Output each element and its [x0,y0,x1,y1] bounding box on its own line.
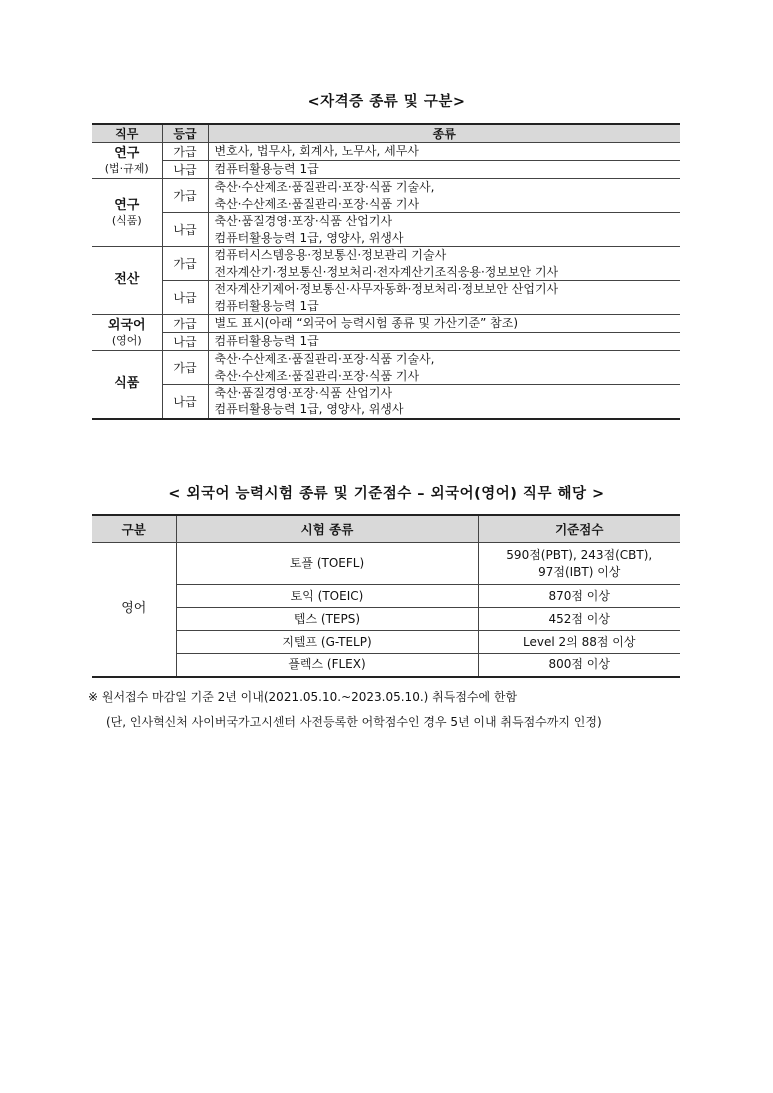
kind-line: 컴퓨터활용능력 1급, 영양사, 위생사 [214,402,404,417]
score-line: 452점 이상 [548,611,610,626]
kind-cell [208,161,680,179]
qualification-row [92,281,680,315]
test-name-cell: 토익 (TOEIC) [176,585,478,608]
kind-line: 축산·수산제조·품질관리·포장·식품 기사 [214,196,420,211]
header-score: 기준점수 [478,515,680,543]
kind-line: 축산·수산제조·품질관리·포장·식품 기술사, [214,352,435,367]
header-category: 구분 [92,515,176,543]
grade-cell: 가급 [162,143,208,161]
job-name: 연구 [114,197,140,213]
qualification-row [92,161,680,179]
language-test-row [92,654,680,677]
language-test-row [92,631,680,654]
kind-line: 축산·수산제조·품질관리·포장·식품 기사 [214,368,420,383]
header-job: 직무 [92,124,162,143]
qualification-row [92,247,680,281]
job-subtitle: (영어) [111,333,142,347]
grade-cell: 나급 [162,281,208,315]
kind-line: 컴퓨터시스템응용·정보통신·정보관리 기술사 [214,248,447,263]
kind-cell [208,315,680,333]
language-test-table [92,514,680,678]
qualification-row [92,143,680,161]
job-subtitle: (식품) [111,213,142,227]
qualification-row [92,333,680,351]
kind-cell [208,333,680,351]
category-cell: 영어 [92,543,176,677]
job-name: 외국어 [107,317,146,333]
kind-cell [208,179,680,213]
language-test-row [92,608,680,631]
kind-line: 컴퓨터활용능력 1급 [214,162,319,177]
test-name-cell: 지텔프 (G-TELP) [176,631,478,654]
score-cell [478,543,680,585]
job-name: 연구 [114,145,140,161]
qualification-row [92,315,680,333]
kind-line: 컴퓨터활용능력 1급, 영양사, 위생사 [214,230,404,245]
test-name-cell: 텝스 (TEPS) [176,608,478,631]
test-name-cell: 플렉스 (FLEX) [176,654,478,677]
job-cell [92,143,162,179]
note-exception: (단, 인사혁신처 사이버국가고시센터 사전등록한 어학점수인 경우 5년 이내 취득점수까지 인정) [106,715,602,729]
language-test-row [92,585,680,608]
score-cell [478,654,680,677]
grade-cell: 나급 [162,385,208,419]
header-grade: 등급 [162,124,208,143]
qualification-row [92,179,680,213]
kind-cell [208,247,680,281]
score-cell [478,608,680,631]
qualification-table-title: <자격증 종류 및 구분> [307,94,466,110]
kind-line: 축산·수산제조·품질관리·포장·식품 기술사, [214,180,435,195]
kind-line: 컴퓨터활용능력 1급 [214,298,319,313]
qualification-row [92,213,680,247]
header-kind: 종류 [208,124,680,143]
grade-cell: 나급 [162,161,208,179]
kind-line: 별도 표시(아래 “외국어 능력시험 종류 및 가산기준” 참조) [214,316,519,331]
job-cell [92,247,162,315]
job-name: 식품 [114,376,140,392]
kind-line: 컴퓨터활용능력 1급 [214,334,319,349]
kind-cell [208,351,680,385]
qualification-row [92,385,680,419]
language-test-table-title: < 외국어 능력시험 종류 및 기준점수 – 외국어(영어) 직무 해당 > [168,486,605,502]
test-name-cell: 토플 (TOEFL) [176,543,478,585]
kind-cell [208,281,680,315]
qualification-row [92,351,680,385]
kind-cell [208,385,680,419]
job-cell [92,315,162,351]
score-line: 97점(IBT) 이상 [538,564,621,579]
score-line: 590점(PBT), 243점(CBT), [506,547,653,562]
job-cell [92,351,162,419]
kind-cell [208,213,680,247]
note-score-validity: ※ 원서접수 마감일 기준 2년 이내(2021.05.10.~2023.05.10.) 취득점수에 한함 [88,690,518,704]
language-test-row [92,543,680,585]
grade-cell: 나급 [162,213,208,247]
score-line: 800점 이상 [548,657,610,672]
score-cell [478,585,680,608]
kind-line: 축산·품질경영·포장·식품 산업기사 [214,214,393,229]
job-cell [92,179,162,247]
grade-cell: 가급 [162,247,208,281]
score-cell [478,631,680,654]
job-name: 전산 [114,272,140,288]
kind-line: 변호사, 법무사, 회계사, 노무사, 세무사 [214,144,419,159]
grade-cell: 가급 [162,315,208,333]
kind-line: 전자계산기·정보통신·정보처리·전자계산기조직응용·정보보안 기사 [214,264,559,279]
header-test: 시험 종류 [176,515,478,543]
score-line: 870점 이상 [548,588,610,603]
grade-cell: 가급 [162,351,208,385]
kind-cell [208,143,680,161]
grade-cell: 나급 [162,333,208,351]
qualification-table [92,123,680,420]
job-subtitle: (법·규제) [104,161,149,175]
language-test-table-header [92,515,680,543]
score-line: Level 2의 88점 이상 [523,634,636,649]
kind-line: 전자계산기제어·정보통신·사무자동화·정보처리·정보보안 산업기사 [214,282,559,297]
grade-cell: 가급 [162,179,208,213]
kind-line: 축산·품질경영·포장·식품 산업기사 [214,386,393,401]
qualification-table-header [92,124,680,143]
